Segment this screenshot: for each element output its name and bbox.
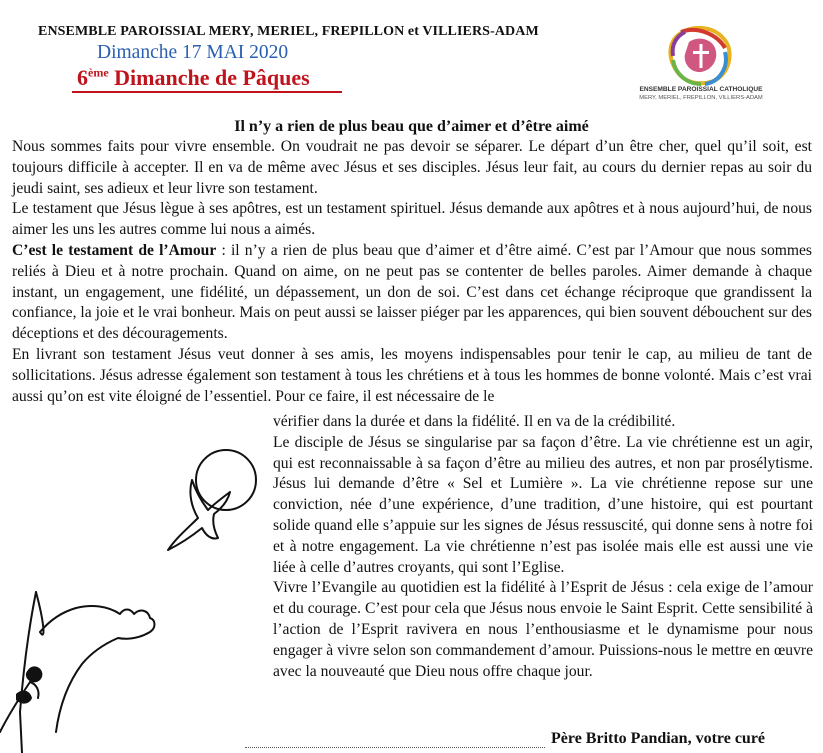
title-underline	[72, 91, 342, 93]
article-title: Il n’y a rien de plus beau que d’aimer et d’être aimé	[234, 118, 589, 135]
paragraph-6: Vivre l’Evangile au quotidien est la fidélité à l’Esprit de Jésus : cela exige de l’amour et du courage. C’est pour cela que Jésus nous envoie le Saint Esprit. Cette sensibilité à l’action de l’Esprit ravivera en nous l’enthousiasme et le dynamisme pour nous engager à vivre selon son commandement d’amour. Puissions-nous le mettre en œuvre avec la nouveauté que Dieu nous offre chaque jour.	[273, 579, 813, 680]
paragraph-3-bold: C’est le testament de l’Amour	[12, 241, 217, 259]
sunday-suffix: ème	[88, 65, 109, 80]
article-body-right	[273, 412, 813, 682]
paragraph-4-continued: vérifier dans la durée et dans la fidélité. Il en va de la crédibilité.	[273, 413, 676, 430]
paragraph-3-text: : il n’y a rien de plus beau que d’aimer et d’être aimé. C’est par l’Amour que nous sommes reliés à Dieu et à notre prochain. Quand on aime, on ne peut pas se contenter de belles paroles. Aimer demande à chaque instant, un engagement, une fidélité, un dépassement, un don de soi. C’est dans cet échange réciproque que grandissent la confiance, la joie et le vrai bonheur. Mais on peut aussi se laisser piéger par les apparences, qui bien souvent débouchent sur des déceptions et des découragements.	[12, 241, 812, 343]
article-body-top	[12, 137, 812, 407]
dotted-divider	[245, 747, 545, 748]
paragraph-1: Nous sommes faits pour vivre ensemble. On voudrait ne pas devoir se séparer. Le départ d’un être cher, quel qu’il soit, est toujours difficile à accepter. Il en va de même avec Jésus et ses disciples. Jésus leur fait, au cours du dernier repas au soir du jeudi saint, ses adieux et leur livre son testament.	[12, 138, 812, 197]
logo-icon	[622, 26, 780, 86]
logo-line2: MERY, MERIEL, FREPILLON, VILLIERS-ADAM	[639, 95, 763, 101]
sunday-title: Dimanche de Pâques	[108, 65, 310, 90]
paragraph-5: Le disciple de Jésus se singularise par sa façon d’être. La vie chrétienne est un agir, qui est reconnaissable à sa façon d’être au milieu des autres, et non par prosélytisme. Jésus lui demande d’être « Sel et Lumière ». La vie chrétienne repose sur une conviction, née d’une expérience, d’une tradition, d’une histoire, qui est pourtant solide quand elle s’appuie sur les signes de Jésus ressuscité, qui donne sens à notre foi et à notre engagement. La vie chrétienne n’est pas isolée mais elle est aussi une vie liée à celle d’autres croyants, qui sont l’Eglise.	[273, 433, 813, 576]
arm-icon	[40, 606, 155, 732]
date-heading: Dimanche 17 MAI 2020	[97, 42, 289, 63]
paragraph-2: Le testament que Jésus lègue à ses apôtres, est un testament spirituel. Jésus demande aux apôtres et à nous aujourd’hui, de nous aimer les uns les autres comme lui nous a aimés.	[12, 200, 812, 239]
sunday-number: 6	[77, 65, 88, 90]
paragraph-3	[12, 241, 812, 345]
parish-logo	[622, 26, 780, 102]
parish-header: ENSEMBLE PAROISSIAL MERY, MERIEL, FREPILLON et VILLIERS-ADAM	[38, 24, 539, 39]
dove-icon	[168, 480, 230, 550]
logo-line1: ENSEMBLE PAROISSIAL CATHOLIQUE	[639, 86, 763, 93]
paragraph-4: En livrant son testament Jésus veut donner à ses amis, les moyens indispensables pour tenir le cap, au milieu de tant de sollicitations. Jésus adresse également son testament à tous les chrétiens et à tous les hommes de bonne volonté. Mais c’est vrai aussi qu’on est vite éloigné de l’essentiel. Pour ce faire, il est nécessaire de le	[12, 345, 812, 405]
signature: Père Britto Pandian, votre curé	[551, 730, 766, 747]
sunday-heading	[77, 65, 310, 91]
dove-illustration	[0, 432, 275, 753]
